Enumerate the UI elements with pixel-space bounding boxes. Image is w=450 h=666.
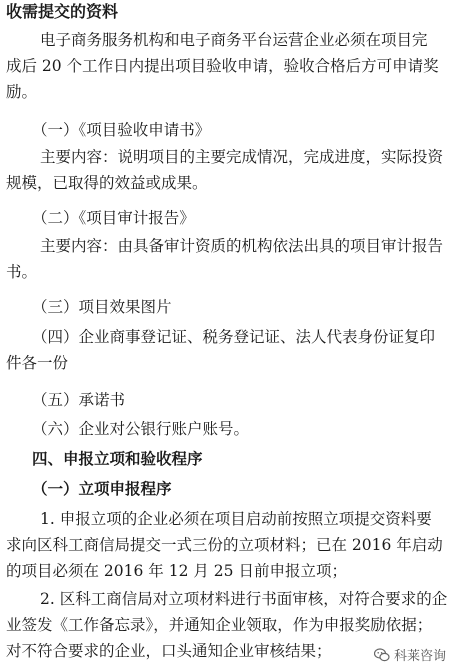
list-item-heading: （三）项目效果图片 [32, 298, 172, 316]
paragraph-line: 业签发《工作备忘录》，并通知企业领取，作为申报奖励依据； [6, 616, 433, 634]
paragraph-line: 件各一份 [6, 354, 69, 372]
list-item-heading: （二）《项目审计报告》 [32, 209, 195, 227]
section-heading: 四、申报立项和验收程序 [32, 450, 203, 468]
watermark-text: 科莱咨询 [393, 649, 446, 664]
paragraph-line: 书。 [6, 263, 38, 281]
paragraph-line: 主要内容：说明项目的主要完成情况，完成进度，实际投资 [40, 148, 444, 166]
paragraph-line: 励。 [6, 83, 38, 101]
list-item-heading: （六）企业对公银行账户账号。 [32, 420, 250, 438]
list-item-heading: （五）承诺书 [32, 391, 126, 409]
list-item-heading: （一）《项目验收申请书》 [32, 121, 211, 139]
paragraph-line: 对不符合要求的企业，口头通知企业审核结果； [6, 642, 332, 660]
paragraph-line: 主要内容：由具备审计资质的机构依法出具的项目审计报告 [40, 237, 444, 255]
section-heading: 收需提交的资料 [6, 2, 119, 21]
paragraph-line: 2. 区科工商信局对立项材料进行书面审核，对符合要求的企 [40, 590, 448, 608]
paragraph-line: 求向区科工商信局提交一式三份的立项材料；已在 2016 年启动 [6, 536, 443, 554]
paragraph-line: 的项目必须在 2016 年 12 月 25 日前申报立项； [6, 562, 347, 580]
paragraph-line: 1. 申报立项的企业必须在项目启动前按照立项提交资料要 [40, 510, 432, 528]
paragraph-line: 电子商务服务机构和电子商务平台运营企业必须在项目完 [40, 31, 428, 49]
list-item-heading: （四）企业商事登记证、税务登记证、法人代表身份证复印 [32, 328, 436, 346]
watermark [374, 645, 446, 664]
paragraph-line: 规模，已取得的效益或成果。 [6, 174, 208, 192]
subsection-heading: （一）立项申报程序 [32, 480, 172, 498]
paragraph-line: 成后 20 个工作日内提出项目验收申请，验收合格后方可申请奖 [6, 57, 439, 75]
wechat-icon [374, 648, 390, 662]
